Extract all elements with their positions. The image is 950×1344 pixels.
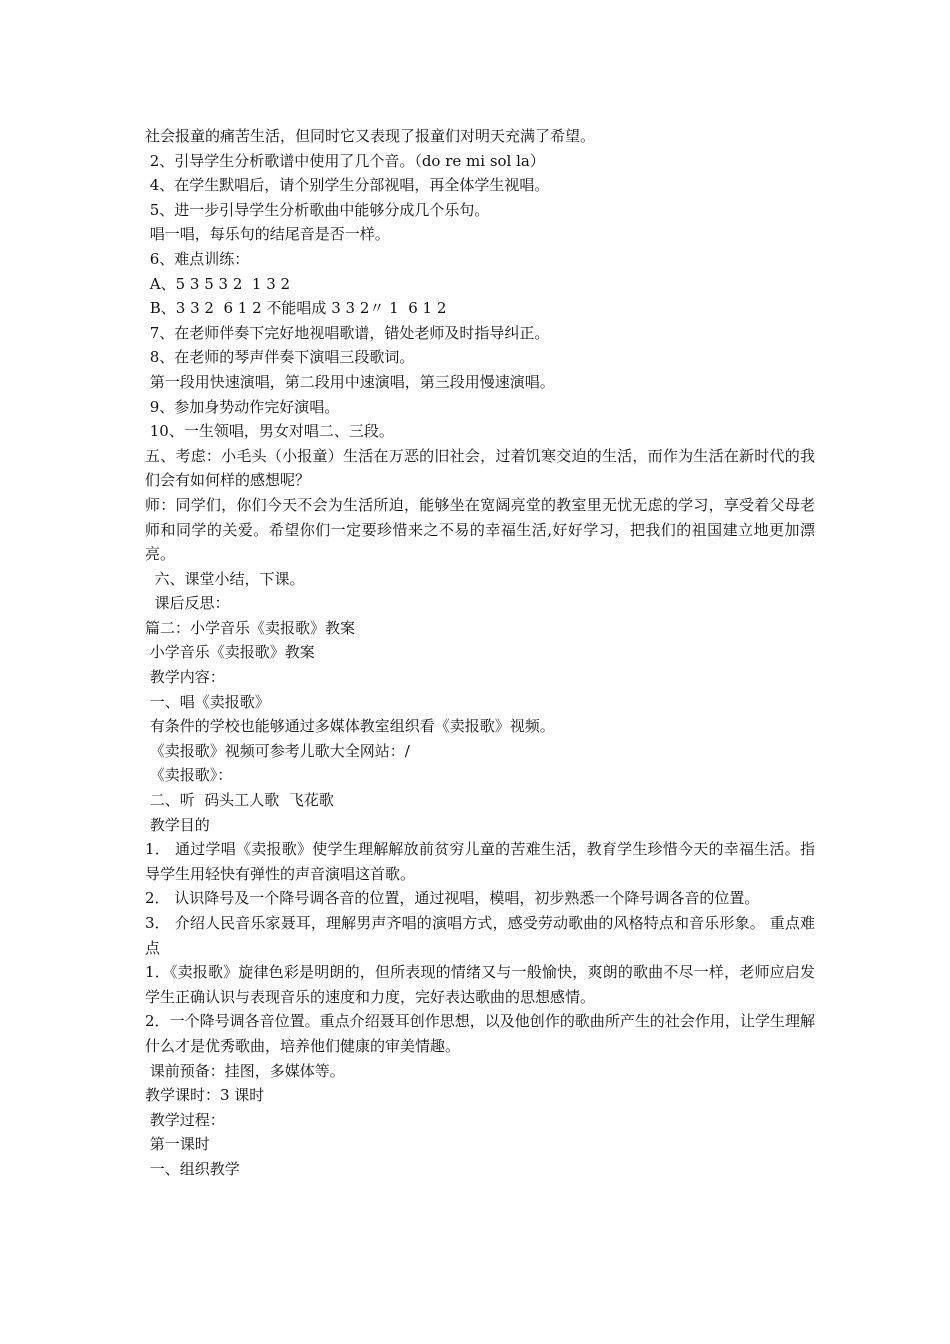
- text-line: 9、参加身势动作完好演唱。: [145, 397, 340, 416]
- text-line: 教学过程：: [145, 1110, 225, 1129]
- text-line: 一、唱《卖报歌》: [145, 692, 270, 711]
- text-line: 5、进一步引导学生分析歌曲中能够分成几个乐句。: [145, 200, 490, 219]
- text-line: 唱一唱，每乐句的结尾音是否一样。: [145, 225, 390, 244]
- text-line: B、3 3 2 6 1 2 不能唱成 3 3 2〃 1 6 1 2: [145, 299, 447, 318]
- text-line: 教学内容：: [145, 668, 225, 687]
- text-line: A、5 3 5 3 2 1 3 2: [145, 274, 291, 293]
- text-line: 有条件的学校也能够通过多媒体教室组织看《卖报歌》视频。: [145, 717, 555, 736]
- text-line: 一、组织教学: [145, 1159, 240, 1178]
- text-line: 《卖报歌》：: [145, 766, 233, 785]
- text-line: 4、在学生默唱后，请个别学生分部视唱，再全体学生视唱。: [145, 176, 550, 195]
- text-line: 师：同学们，你们今天不会为生活所迫，能够坐在宽阔亮堂的教室里无忧无虑的学习，享受着父母老师和同学的关爱。希望你们一定要珍惜来之不易的幸福生活,好好学习，把我们的祖国建立地更加漂亮。: [145, 495, 815, 564]
- text-line: 社会报童的痛苦生活，但同时它又表现了报童们对明天充满了希望。: [145, 127, 596, 145]
- text-line: 3． 介绍人民音乐家聂耳，理解男声齐唱的演唱方式，感受劳动歌曲的风格特点和音乐形象。 重点难点: [145, 914, 815, 957]
- text-line: 6、难点训练：: [145, 249, 250, 268]
- text-line: 小学音乐《卖报歌》教案: [145, 643, 315, 662]
- text-line: 教学目的: [145, 815, 210, 834]
- text-line: 《卖报歌》视频可参考儿歌大全网站：/: [145, 741, 410, 760]
- text-line: 10、一生领唱，男女对唱二、三段。: [145, 422, 394, 441]
- document-body: [145, 124, 815, 1182]
- text-line: 2、引导学生分析歌谱中使用了几个音。（do re mi sol la）: [145, 151, 545, 170]
- text-line: 2．一个降号调各音位置。重点介绍聂耳创作思想，以及他创作的歌曲所产生的社会作用，让学生理解什么才是优秀歌曲，培养他们健康的审美情趣。: [145, 1012, 815, 1055]
- text-line: 7、在老师伴奏下完好地视唱歌谱，错处老师及时指导纠正。: [145, 323, 550, 342]
- text-line: 篇二：小学音乐《卖报歌》教案: [145, 618, 356, 637]
- text-line: 第一课时: [145, 1135, 210, 1154]
- text-line: 二、听 码头工人歌 飞花歌: [145, 791, 334, 810]
- text-line: 五、考虑：小毛头（小报童）生活在万恶的旧社会，过着饥寒交迫的生活，而作为生活在新时代的我们会有如何样的感想呢？: [145, 446, 815, 490]
- text-line: 课前预备：挂图，多媒体等。: [145, 1061, 345, 1080]
- text-line: 1． 通过学唱《卖报歌》使学生理解解放前贫穷儿童的苦难生活，教育学生珍惜今天的幸福生活。指导学生用轻快有弹性的声音演唱这首歌。: [145, 840, 815, 883]
- text-line: 2． 认识降号及一个降号调各音的位置，通过视唱，模唱，初步熟悉一个降号调各音的位置。: [145, 889, 760, 908]
- text-line: 第一段用快速演唱，第二段用中速演唱，第三段用慢速演唱。: [145, 372, 555, 391]
- text-line: 六、课堂小结，下课。: [145, 569, 305, 588]
- text-line: 8、在老师的琴声伴奏下演唱三段歌词。: [145, 348, 415, 367]
- text-line: 1．《卖报歌》旋律色彩是明朗的，但所表现的情绪又与一般愉快，爽朗的歌曲不尽一样，老师应启发学生正确认识与表现音乐的速度和力度，完好表达歌曲的思想感情。: [145, 963, 815, 1006]
- text-line: 教学课时：3 课时: [145, 1086, 265, 1105]
- text-line: 课后反思：: [145, 594, 230, 613]
